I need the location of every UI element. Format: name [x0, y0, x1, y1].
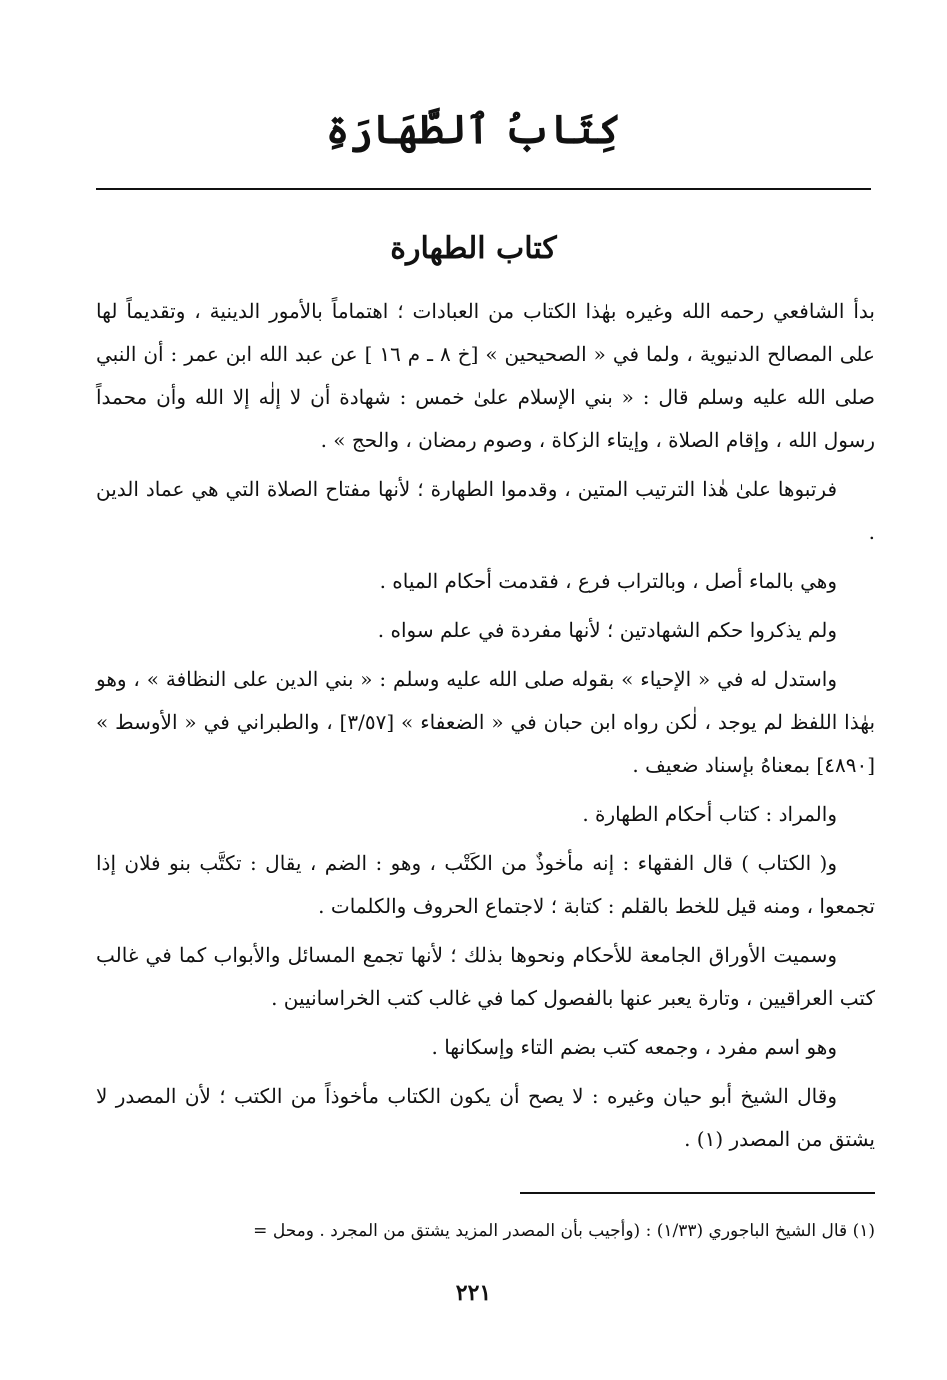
paragraph: والمراد : كتاب أحكام الطهارة . — [582, 802, 837, 826]
paragraph: بدأ الشافعي رحمه الله وغيره بهٰذا الكتاب من العبادات ؛ اهتماماً بالأمور الدينية ، وتقديماً لها على المصالح الدنيوية ، ولما في « الصحيحين » [خ ٨ ـ م ١٦ ] عن عبد الله ابن عمر : أن النبي صلى الله عليه وسلم قال : « بني الإسلام علىٰ خمس : شهادة أن لا إلٰه إلا الله وأن محمداً رسول الله ، وإقام الصلاة ، وإيتاء الزكاة ، وصوم رمضان ، والحج » . — [96, 299, 875, 452]
paragraph: وقال الشيخ أبو حيان وغيره : لا يصح أن يكون الكتاب مأخوذاً من الكتب ؛ لأن المصدر لا يشتق من المصدر (١) . — [96, 1084, 875, 1151]
paragraph: ولم يذكروا حكم الشهادتين ؛ لأنها مفردة في علم سواه . — [377, 618, 837, 642]
paragraph: فرتبوها علىٰ هٰذا الترتيب المتين ، وقدموا الطهارة ؛ لأنها مفتاح الصلاة التي هي عماد الدين . — [96, 477, 875, 544]
paragraph: وهو اسم مفرد ، وجمعه كتب بضم التاء وإسكانها . — [431, 1035, 837, 1059]
title-divider — [96, 188, 871, 190]
page-number: ٢٢١ — [455, 1280, 492, 1306]
chapter-ornate-title: كِتَابُ ٱلطَّهَارَةِ — [325, 106, 622, 153]
paragraph: وهي بالماء أصل ، وبالتراب فرع ، فقدمت أحكام المياه . — [379, 569, 837, 593]
paragraph: وسميت الأوراق الجامعة للأحكام ونحوها بذلك ؛ لأنها تجمع المسائل والأبواب كما في غالب كتب العراقيين ، وتارة يعبر عنها بالفصول كما في غالب كتب الخراسانيين . — [96, 943, 875, 1010]
paragraph: و( الكتاب ) قال الفقهاء : إنه مأخوذٌ من الكَتْب ، وهو : الضم ، يقال : تكتَّب بنو فلان إذا تجمعوا ، ومنه قيل للخط بالقلم : كتابة ؛ لاجتماع الحروف والكلمات . — [96, 851, 875, 918]
paragraph: واستدل له في « الإحياء » بقوله صلى الله عليه وسلم : « بني الدين على النظافة » ، وهو بهٰذا اللفظ لم يوجد ، لٰكن رواه ابن حبان في « الضعفاء » [٣/٥٧] ، والطبراني في « الأوسط » [٤٨٩٠] بمعناهُ بإسناد ضعيف . — [96, 667, 876, 777]
section-title: كتاب الطهارة — [390, 231, 557, 266]
body-text — [96, 290, 875, 1167]
footnote-divider — [520, 1192, 875, 1194]
footnote: (١) قال الشيخ الباجوري (١/٣٣) : (وأجيب بأن المصدر المزيد يشتق من المجرد . ومحل = — [253, 1221, 875, 1241]
